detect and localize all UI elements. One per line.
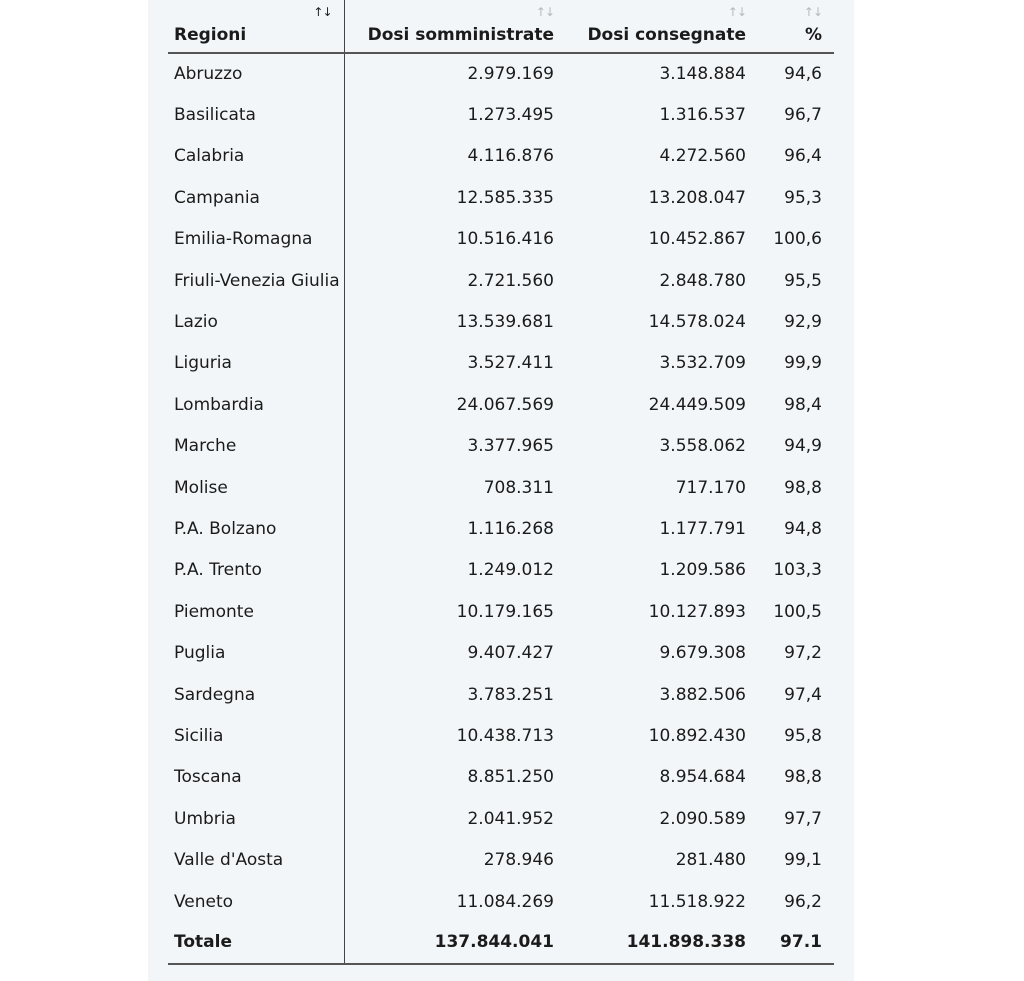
cell-region: Valle d'Aosta (168, 839, 344, 880)
cell-percent: 97,4 (784, 684, 822, 705)
cell-percent: 96,7 (784, 105, 822, 126)
cell-region: Lombardia (168, 384, 344, 425)
table-row (168, 715, 834, 756)
cell-region: Lazio (168, 301, 344, 342)
cell-delivered: 14.578.024 (648, 312, 746, 333)
table-row (168, 343, 834, 384)
cell-delivered: 8.954.684 (659, 767, 746, 788)
cell-region: Calabria (168, 136, 344, 177)
cell-region: P.A. Bolzano (168, 508, 344, 549)
cell-delivered: 3.558.062 (659, 436, 746, 457)
cell-administered: 10.438.713 (456, 725, 554, 746)
cell-percent: 95,8 (784, 725, 822, 746)
column-header-label: % (804, 25, 822, 45)
cell-delivered: 2.848.780 (659, 270, 746, 291)
cell-region: Sicilia (168, 715, 344, 756)
cell-administered: 1.116.268 (467, 518, 554, 539)
table-row (168, 53, 834, 94)
cell-percent: 97.1 (758, 922, 834, 963)
cell-administered: 3.527.411 (467, 353, 554, 374)
cell-administered: 2.721.560 (467, 270, 554, 291)
cell-region: Molise (168, 467, 344, 508)
cell-region: Umbria (168, 798, 344, 839)
cell-percent: 94,9 (784, 436, 822, 457)
cell-delivered: 24.449.509 (648, 394, 746, 415)
table-row (168, 136, 834, 177)
cell-delivered: 141.898.338 (566, 922, 758, 963)
cell-delivered: 281.480 (675, 850, 746, 871)
cell-administered: 10.179.165 (456, 601, 554, 622)
cell-region: Basilicata (168, 94, 344, 135)
cell-percent: 95,5 (784, 270, 822, 291)
table-row (168, 591, 834, 632)
cell-administered: 1.273.495 (467, 105, 554, 126)
table-row (168, 632, 834, 673)
cell-administered: 12.585.335 (456, 187, 554, 208)
cell-delivered: 3.148.884 (659, 64, 746, 85)
cell-delivered: 1.316.537 (659, 105, 746, 126)
cell-percent: 94,8 (784, 518, 822, 539)
cell-region: Marche (168, 426, 344, 467)
vaccine-doses-table (168, 0, 834, 965)
cell-administered: 9.407.427 (467, 643, 554, 664)
column-header-label: Dosi consegnate (587, 25, 746, 45)
cell-administered: 1.249.012 (467, 560, 554, 581)
cell-percent: 92,9 (784, 312, 822, 333)
cell-region: Emilia-Romagna (168, 219, 344, 260)
table-row (168, 467, 834, 508)
cell-delivered: 11.518.922 (648, 891, 746, 912)
cell-region: Liguria (168, 343, 344, 384)
table-row (168, 301, 834, 342)
column-header-label: Regioni (174, 25, 247, 45)
cell-delivered: 717.170 (675, 477, 746, 498)
cell-percent: 97,2 (784, 643, 822, 664)
cell-percent: 96,4 (784, 146, 822, 167)
cell-percent: 97,7 (784, 808, 822, 829)
cell-administered: 708.311 (483, 477, 554, 498)
cell-region: Friuli-Venezia Giulia (168, 260, 344, 301)
cell-administered: 8.851.250 (467, 767, 554, 788)
cell-delivered: 10.892.430 (648, 725, 746, 746)
table-row (168, 384, 834, 425)
cell-percent: 99,9 (784, 353, 822, 374)
table-row (168, 674, 834, 715)
cell-administered: 2.979.169 (467, 64, 554, 85)
cell-percent: 99,1 (784, 850, 822, 871)
cell-administered: 3.783.251 (467, 684, 554, 705)
table-row (168, 550, 834, 591)
cell-percent: 98,8 (784, 767, 822, 788)
cell-region: Sardegna (168, 674, 344, 715)
cell-delivered: 13.208.047 (648, 187, 746, 208)
table-row (168, 798, 834, 839)
cell-delivered: 3.882.506 (659, 684, 746, 705)
sort-arrows-icon[interactable]: ↑↓ (535, 5, 554, 19)
cell-region: Abruzzo (168, 53, 344, 94)
cell-region: Veneto (168, 881, 344, 922)
table-row (168, 94, 834, 135)
cell-region: P.A. Trento (168, 550, 344, 591)
cell-percent: 98,8 (784, 477, 822, 498)
cell-delivered: 1.209.586 (659, 560, 746, 581)
cell-region: Campania (168, 177, 344, 218)
cell-region: Piemonte (168, 591, 344, 632)
cell-delivered: 9.679.308 (659, 643, 746, 664)
cell-delivered: 4.272.560 (659, 146, 746, 167)
total-row (168, 922, 834, 963)
cell-delivered: 3.532.709 (659, 353, 746, 374)
sort-arrows-icon[interactable]: ↑↓ (313, 5, 332, 19)
cell-region: Totale (168, 922, 344, 963)
cell-administered: 3.377.965 (467, 436, 554, 457)
cell-administered: 278.946 (483, 850, 554, 871)
table-row (168, 426, 834, 467)
sort-arrows-icon[interactable]: ↑↓ (803, 5, 822, 19)
cell-administered: 137.844.041 (344, 922, 566, 963)
table-row (168, 881, 834, 922)
cell-delivered: 2.090.589 (659, 808, 746, 829)
cell-administered: 13.539.681 (456, 312, 554, 333)
cell-delivered: 10.127.893 (648, 601, 746, 622)
column-header-percent[interactable] (758, 0, 834, 53)
cell-percent: 96,2 (784, 891, 822, 912)
cell-administered: 10.516.416 (456, 229, 554, 250)
table-row (168, 260, 834, 301)
cell-region: Puglia (168, 632, 344, 673)
table-row (168, 757, 834, 798)
cell-percent: 100,6 (773, 229, 822, 250)
cell-percent: 103,3 (773, 560, 822, 581)
column-header-regioni[interactable] (168, 0, 344, 53)
sort-arrows-icon[interactable]: ↑↓ (727, 5, 746, 19)
table-row (168, 508, 834, 549)
cell-percent: 100,5 (773, 601, 822, 622)
cell-administered: 24.067.569 (456, 394, 554, 415)
table-row (168, 177, 834, 218)
cell-administered: 11.084.269 (456, 891, 554, 912)
cell-delivered: 1.177.791 (659, 518, 746, 539)
cell-percent: 98,4 (784, 394, 822, 415)
column-header-dosi-somministrate[interactable] (344, 0, 566, 53)
column-header-dosi-consegnate[interactable] (566, 0, 758, 53)
cell-percent: 94,6 (784, 64, 822, 85)
cell-delivered: 10.452.867 (648, 229, 746, 250)
cell-region: Toscana (168, 757, 344, 798)
column-header-label: Dosi somministrate (367, 25, 554, 45)
cell-administered: 2.041.952 (467, 808, 554, 829)
cell-percent: 95,3 (784, 187, 822, 208)
header-row (168, 0, 834, 53)
table-row (168, 839, 834, 880)
cell-administered: 4.116.876 (467, 146, 554, 167)
table-row (168, 219, 834, 260)
